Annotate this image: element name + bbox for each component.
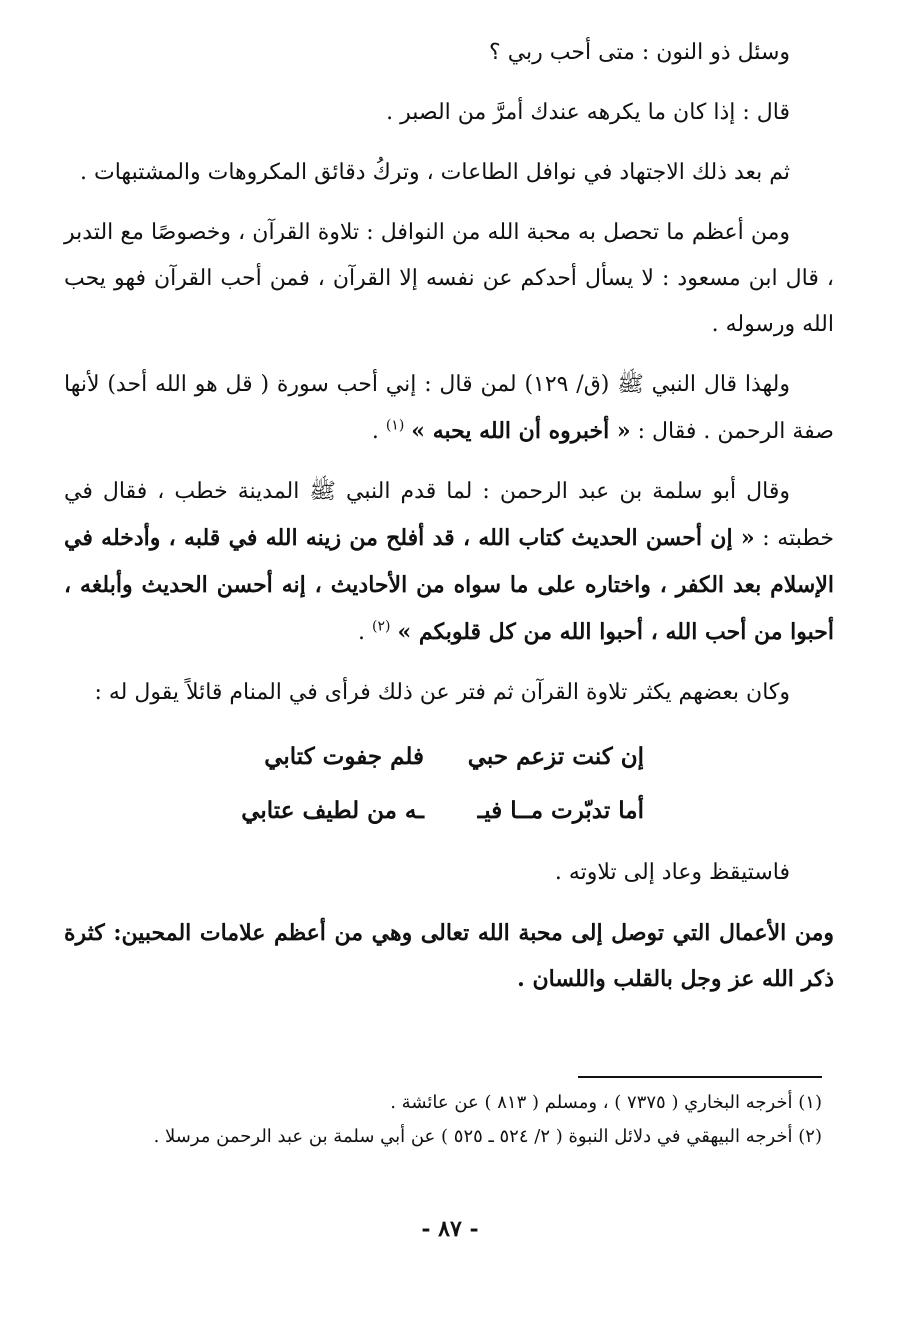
paragraph-dhikr: ومن الأعمال التي توصل إلى محبة الله تعالى وهي من أعظم علامات المحبين: كثرة ذكر الله عز وجل بالقلب واللسان .	[64, 920, 834, 992]
poem-line-2	[64, 784, 644, 838]
footnote-ref-1: (١)	[385, 417, 405, 434]
paragraph-abu-salama-end: .	[358, 620, 366, 645]
paragraph-abu-salama	[64, 469, 834, 656]
paragraph-surah-ikhlas	[64, 362, 834, 455]
footnote-2: (٢) أخرجه البيهقي في دلائل النبوة ( ٢/ ٥٢٤ ـ ٥٢٥ ) عن أبي سلمة بن عبد الرحمن مرسلا .	[153, 1126, 822, 1147]
paragraph-dream: وكان بعضهم يكثر تلاوة القرآن ثم فتر عن ذلك فرأى في المنام قائلاً يقول له :	[94, 680, 790, 705]
paragraph-nawafil: ثم بعد ذلك الاجتهاد في نوافل الطاعات ، وتركُ دقائق المكروهات والمشتبهات .	[80, 160, 790, 185]
poem-line-1	[64, 730, 644, 784]
paragraph-dhun-nun-answer: قال : إذا كان ما يكرهه عندك أمرَّ من الصبر .	[386, 100, 790, 125]
hadith-quote-2: « إن أحسن الحديث كتاب الله ، قد أفلح من زينه الله في قلبه ، وأدخله في الإسلام بعد الكفر ، واختاره على ما سواه من الأحاديث ، إنه أحسن الحديث وأبلغه ، أحبوا من أحب الله ، أحبوا الله من كل قلوبكم »	[64, 525, 834, 645]
poem-line-2-first-hemistich: أما تدبّرت مــا فيـ	[477, 797, 644, 824]
paragraph-surah-ikhlas-end: .	[371, 419, 379, 444]
poem	[64, 730, 834, 838]
footnote-ref-2: (٢)	[372, 618, 391, 635]
footnote-divider	[578, 1076, 822, 1078]
main-text	[64, 30, 834, 1016]
paragraph-woke-up: فاستيقظ وعاد إلى تلاوته .	[554, 860, 790, 885]
page-number: - ٨٧ -	[421, 1216, 479, 1242]
hadith-quote-1: « أخبروه أن الله يحبه »	[411, 418, 631, 444]
poem-line-1-first-hemistich: إن كنت تزعم حبي	[467, 743, 644, 770]
poem-line-1-second-hemistich: فلم جفوت كتابي	[264, 743, 424, 770]
footnotes	[62, 1086, 822, 1154]
paragraph-quran-recitation: ومن أعظم ما تحصل به محبة الله من النوافل : تلاوة القرآن ، وخصوصًا مع التدبر ، قال ابن مسعود : لا يسأل أحدكم عن نفسه إلا القرآن ، فمن أحب القرآن فهو يحب الله ورسوله .	[64, 220, 834, 337]
paragraph-abu-salama-text: وقال أبو سلمة بن عبد الرحمن : لما قدم النبي ﷺ المدينة خطب ، فقال في خطبته :	[64, 479, 835, 551]
paragraph-dhun-nun-question: وسئل ذو النون : متى أحب ربي ؟	[489, 40, 790, 65]
paragraph-surah-ikhlas-text: ولهذا قال النبي ﷺ (ق/ ١٢٩) لمن قال : إني أحب سورة ( قل هو الله أحد) لأنها صفة الرحمن . فقال :	[64, 372, 834, 444]
poem-line-2-second-hemistich: ـه من لطيف عتابي	[241, 797, 424, 824]
footnote-1: (١) أخرجه البخاري ( ٧٣٧٥ ) ، ومسلم ( ٨١٣ ) عن عائشة .	[390, 1092, 822, 1113]
